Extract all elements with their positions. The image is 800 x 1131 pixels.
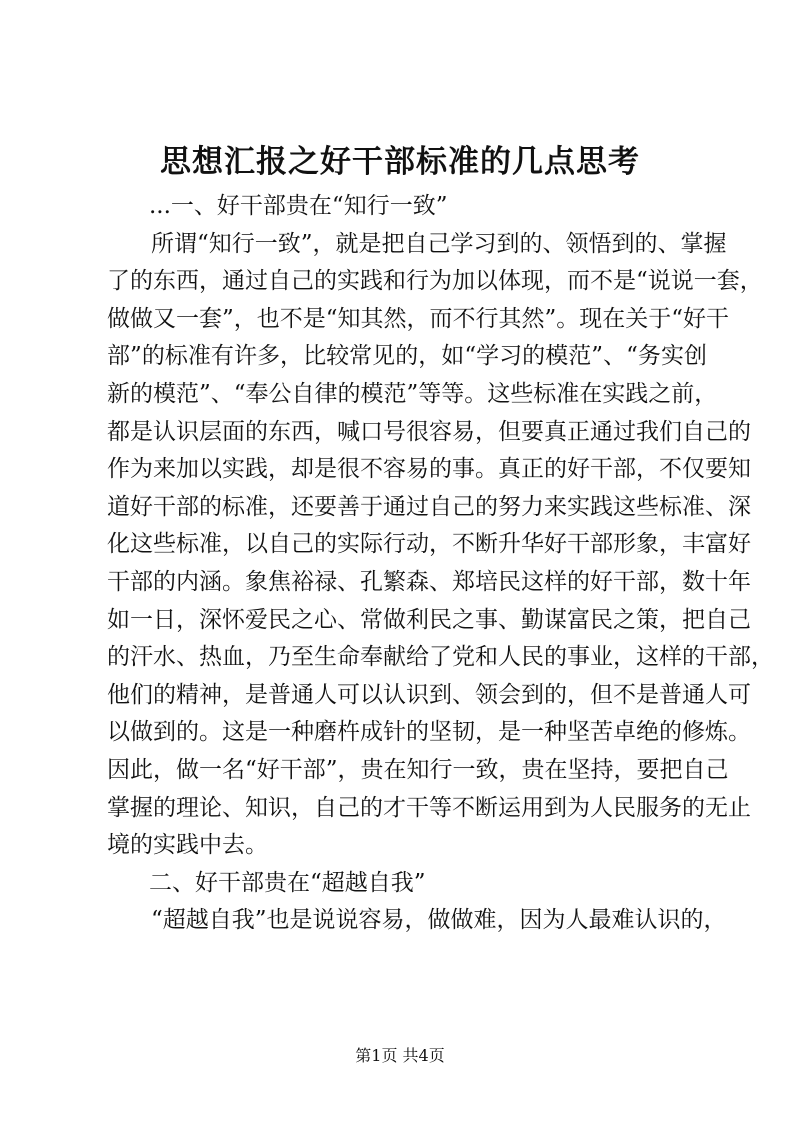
- section-heading-2: 二、好干部贵在“超越自我”: [149, 869, 426, 896]
- paragraph-line: 化这些标准，以自己的实际行动，不断升华好干部形象，丰富好: [107, 531, 751, 558]
- paragraph-line: 他们的精神，是普通人可以认识到、领会到的，但不是普通人可: [107, 681, 751, 708]
- document-body: [107, 188, 774, 940]
- paragraph-line: 新的模范”、“奉公自律的模范”等等。这些标准在实践之前，: [107, 380, 718, 407]
- paragraph-line: 境的实践中去。: [107, 832, 268, 859]
- section-heading-1: ...一、好干部贵在“知行一致”: [149, 193, 448, 219]
- document-title: 思想汇报之好干部标准的几点思考: [160, 144, 640, 180]
- paragraph-line: 掌握的理论、知识，自己的才干等不断运用到为人民服务的无止: [107, 794, 751, 821]
- paragraph-line: “超越自我”也是说说容易，做做难，因为人最难认识的，: [151, 907, 727, 934]
- paragraph-line: 所谓“知行一致”，就是把自己学习到的、领悟到的、掌握: [151, 230, 727, 257]
- paragraph-line: 都是认识层面的东西，喊口号很容易，但要真正通过我们自己的: [107, 418, 751, 445]
- paragraph-line: 做做又一套”，也不是“知其然，而不行其然”。现在关于“好干: [107, 305, 730, 332]
- paragraph-line: 作为来加以实践，却是很不容易的事。真正的好干部，不仅要知: [107, 456, 751, 483]
- paragraph-line: 因此，做一名“好干部”，贵在知行一致，贵在坚持，要把自己: [107, 756, 729, 783]
- paragraph-line: 的汗水、热血，乃至生命奉献给了党和人民的事业，这样的干部，: [107, 644, 774, 671]
- paragraph-line: 了的东西，通过自己的实践和行为加以体现，而不是“说说一套，: [107, 268, 763, 295]
- paragraph-line: 如一日，深怀爱民之心、常做利民之事、勤谋富民之策，把自己: [107, 606, 751, 633]
- paragraph-line: 道好干部的标准，还要善于通过自己的努力来实践这些标准、深: [107, 493, 751, 520]
- paragraph-line: 部”的标准有许多，比较常见的，如“学习的模范”、“务实创: [107, 343, 707, 370]
- paragraph-line: 干部的内涵。象焦裕禄、孔繁森、郑培民这样的好干部，数十年: [107, 568, 751, 595]
- page-number-footer: 第1页 共4页: [355, 1046, 445, 1065]
- paragraph-line: 以做到的。这是一种磨杵成针的坚韧，是一种坚苦卓绝的修炼。: [107, 719, 751, 746]
